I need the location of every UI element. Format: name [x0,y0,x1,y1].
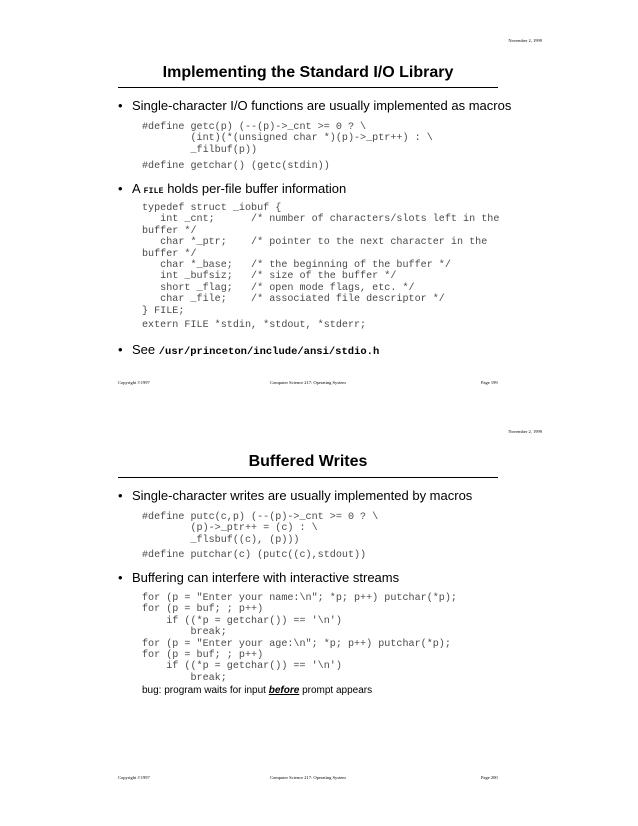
bullet-text: Single-character I/O functions are usually implemented as macros [132,98,512,113]
bullet-dot-icon: • [118,342,123,357]
code-putc: #define putc(c,p) (--(p)->_cnt >= 0 ? \ (p)->_ptr++ = (c) : \ _flsbuf((c), (p))) [142,512,379,546]
bullet-text-post: holds per-file buffer information [163,181,347,196]
note-text-post: prompt appears [299,685,373,696]
code-interactive-loop: for (p = "Enter your name:\n"; *p; p++) putchar(*p); for (p = buf; ; p++) if ((*p = getchar()) == '\n') break; for (p = "Enter your age:\n"; *p; p++) putchar(*p); for (p = buf; ; p++) if ((*p = getchar()) == '\n') break; [142,593,457,684]
bullet-text-pre: A [132,181,144,196]
bullet-item [118,488,472,503]
code-iobuf-struct: typedef struct _iobuf { int _cnt; /* number of characters/slots left in the buffer */ char *_ptr; /* pointer to the next character in the buffer */ char *_base; /* the beginning of the buffer */ int _bufsiz; /* size of the buffer */ short _flag; /* open mode flags, etc. */ char _file; /* associated file descriptor */ } FILE; [142,203,500,317]
title-rule [118,87,498,88]
bullet-text-pre: See [132,342,159,357]
footer-page: Page 200 [481,775,498,780]
bullet-dot-icon: • [118,181,123,196]
slide-200 [0,413,638,826]
bullet-dot-icon: • [118,570,123,585]
bullet-item [118,570,399,585]
bullet-item [118,98,511,113]
code-putchar: #define putchar(c) (putc((c),stdout)) [142,550,367,561]
bullet-code-path: /usr/princeton/include/ansi/stdio.h [158,346,380,358]
bullet-text: Buffering can interfere with interactive streams [132,570,400,585]
slide-title: Buffered Writes [248,453,368,470]
note-emphasis: before [268,685,300,696]
bullet-item [118,342,379,358]
bullet-code-file: FILE [143,187,164,196]
code-getc: #define getc(p) (--(p)->_cnt >= 0 ? \ (int)(*(unsigned char *)(p)->_ptr++) : \ _filbuf(p)) [142,122,433,156]
footer-copyright: Copyright ©1997 [118,380,150,385]
note-text-pre: bug: program waits for input [142,685,269,696]
code-getchar: #define getchar() (getc(stdin)) [142,161,330,172]
footer-copyright: Copyright ©1997 [118,775,150,780]
footer-course: Computer Science 217: Operating System [270,380,346,385]
footer-course: Computer Science 217: Operating System [270,775,346,780]
bullet-dot-icon: • [118,98,123,113]
slide-title: Implementing the Standard I/O Library [162,64,454,81]
slide-date: November 2, 1999 [508,38,542,43]
bug-note [142,685,372,696]
slide-date: November 2, 1999 [508,429,542,434]
title-rule [118,477,498,478]
bullet-text: Single-character writes are usually implemented by macros [132,488,473,503]
bullet-item [118,181,346,196]
bullet-dot-icon: • [118,488,123,503]
code-extern-files: extern FILE *stdin, *stdout, *stderr; [142,320,367,331]
footer-page: Page 199 [481,380,498,385]
